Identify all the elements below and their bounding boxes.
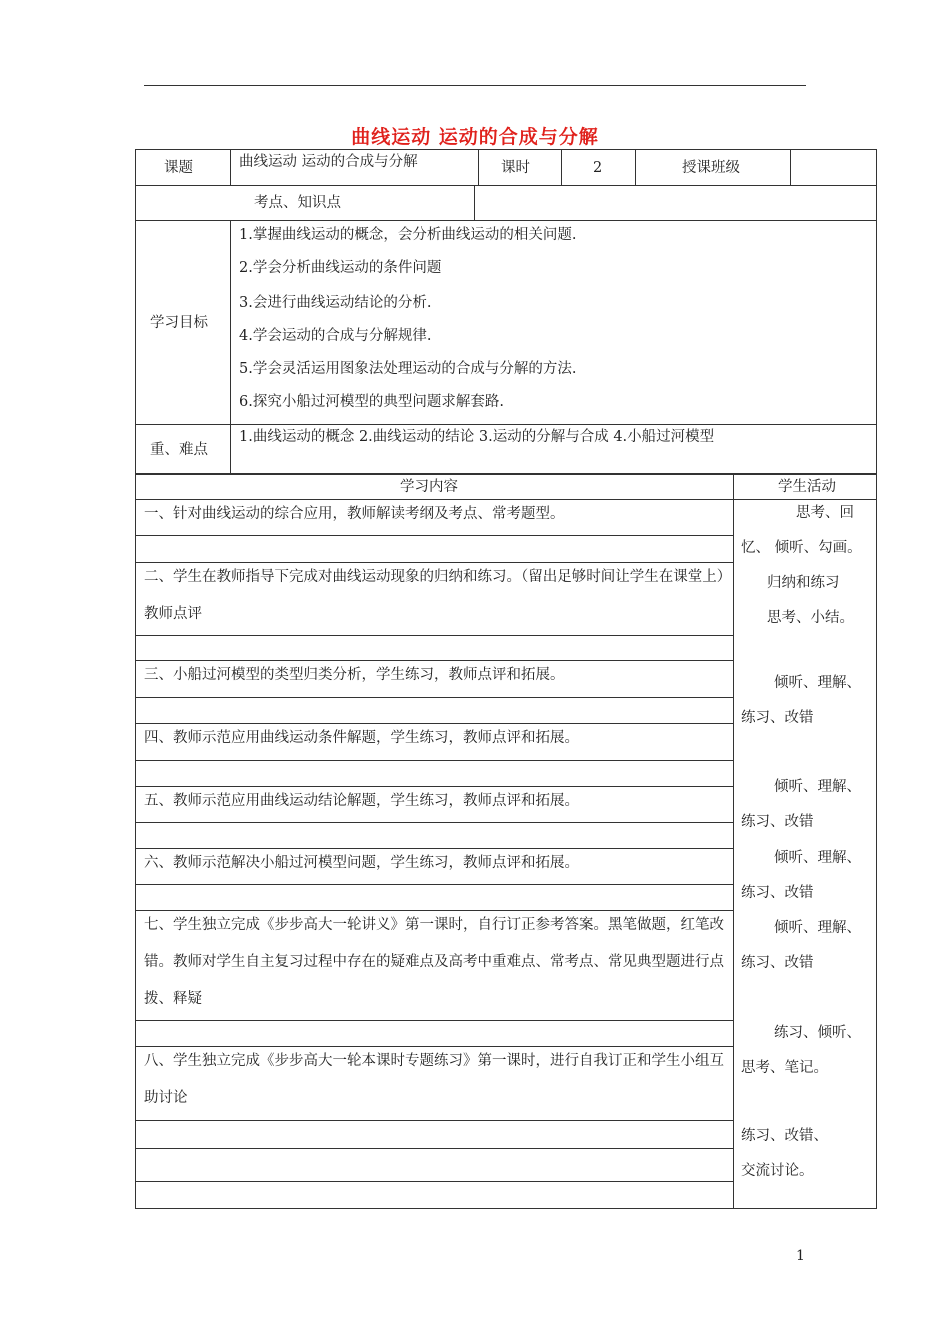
header-rule	[144, 85, 806, 86]
activity-group	[741, 1119, 869, 1189]
goals-label: 学习目标	[150, 315, 208, 331]
key-points-label: 重、难点	[150, 442, 208, 458]
knowledge-label: 考点、知识点	[254, 195, 341, 211]
activity-line: 倾听、理解、	[774, 779, 861, 795]
activity-line: 练习、改错	[741, 955, 814, 971]
activity-group	[741, 496, 869, 636]
content-row: 四、教师示范应用曲线运动条件解题，学生练习，教师点评和拓展。	[144, 730, 579, 746]
activity-line: 倾听、理解、	[774, 850, 861, 866]
period-label: 课时	[501, 160, 530, 176]
activity-group	[741, 1016, 869, 1086]
class-label: 授课班级	[682, 160, 740, 176]
activity-line: 交流讨论。	[741, 1163, 814, 1179]
period-value: 2	[593, 160, 603, 176]
activity-line: 练习、改错	[741, 710, 814, 726]
activity-group	[741, 911, 869, 981]
goal-item: 1.掌握曲线运动的概念，会分析曲线运动的相关问题.	[239, 227, 577, 243]
goals-list	[239, 226, 576, 426]
content-header: 学习内容	[400, 479, 458, 495]
content-row: 五、教师示范应用曲线运动结论解题，学生练习，教师点评和拓展。	[144, 793, 579, 809]
goal-item: 2.学会分析曲线运动的条件问题	[239, 260, 442, 276]
activity-line: 思考、笔记。	[741, 1060, 828, 1076]
goal-item: 3.会进行曲线运动结论的分析.	[239, 295, 432, 311]
activity-line: 思考、回	[796, 505, 854, 521]
activity-line: 练习、改错	[741, 885, 814, 901]
document-title: 曲线运动 运动的合成与分解	[351, 126, 599, 148]
content-row: 七、学生独立完成《步步高大一轮讲义》第一课时，自行订正参考答案。黑笔做题，红笔改错。教师对学生自主复习过程中存在的疑难点及高考中重难点、常考点、常见典型题进行点拨、释疑	[144, 917, 724, 1007]
activity-group	[741, 841, 869, 911]
activity-line: 练习、倾听、	[774, 1025, 861, 1041]
content-row: 二、学生在教师指导下完成对曲线运动现象的归纳和练习。（留出足够时间让学生在课堂上）教师点评	[144, 569, 724, 622]
content-row: 八、学生独立完成《步步高大一轮本课时专题练习》第一课时，进行自我订正和学生小组互助讨论	[144, 1053, 724, 1106]
activity-line: 思考、小结。	[767, 610, 854, 626]
activity-line: 忆、 倾听、勾画。	[741, 540, 862, 556]
key-points-value: 1.曲线运动的概念 2.曲线运动的结论 3.运动的分解与合成 4.小船过河模型	[239, 429, 715, 445]
topic-label: 课题	[164, 160, 193, 176]
content-row: 一、针对曲线运动的综合应用，教师解读考纲及考点、常考题型。	[144, 506, 565, 522]
activity-group	[741, 770, 869, 840]
goal-item: 6.探究小船过河模型的典型问题求解套路.	[239, 394, 504, 410]
activity-line: 练习、改错	[741, 814, 814, 830]
activity-line: 练习、改错、	[741, 1128, 828, 1144]
topic-value: 曲线运动 运动的合成与分解	[239, 154, 418, 170]
goal-item: 4.学会运动的合成与分解规律.	[239, 328, 432, 344]
activity-line: 倾听、理解、	[774, 920, 861, 936]
activity-line: 倾听、理解、	[774, 675, 861, 691]
goal-item: 5.学会灵活运用图象法处理运动的合成与分解的方法.	[239, 361, 577, 377]
activity-group	[741, 666, 869, 736]
activity-header: 学生活动	[778, 479, 836, 495]
content-row: 三、小船过河模型的类型归类分析，学生练习，教师点评和拓展。	[144, 667, 565, 683]
activity-line: 归纳和练习	[767, 575, 840, 591]
page-number: 1	[796, 1248, 805, 1264]
content-row: 六、教师示范解决小船过河模型问题，学生练习，教师点评和拓展。	[144, 855, 579, 871]
